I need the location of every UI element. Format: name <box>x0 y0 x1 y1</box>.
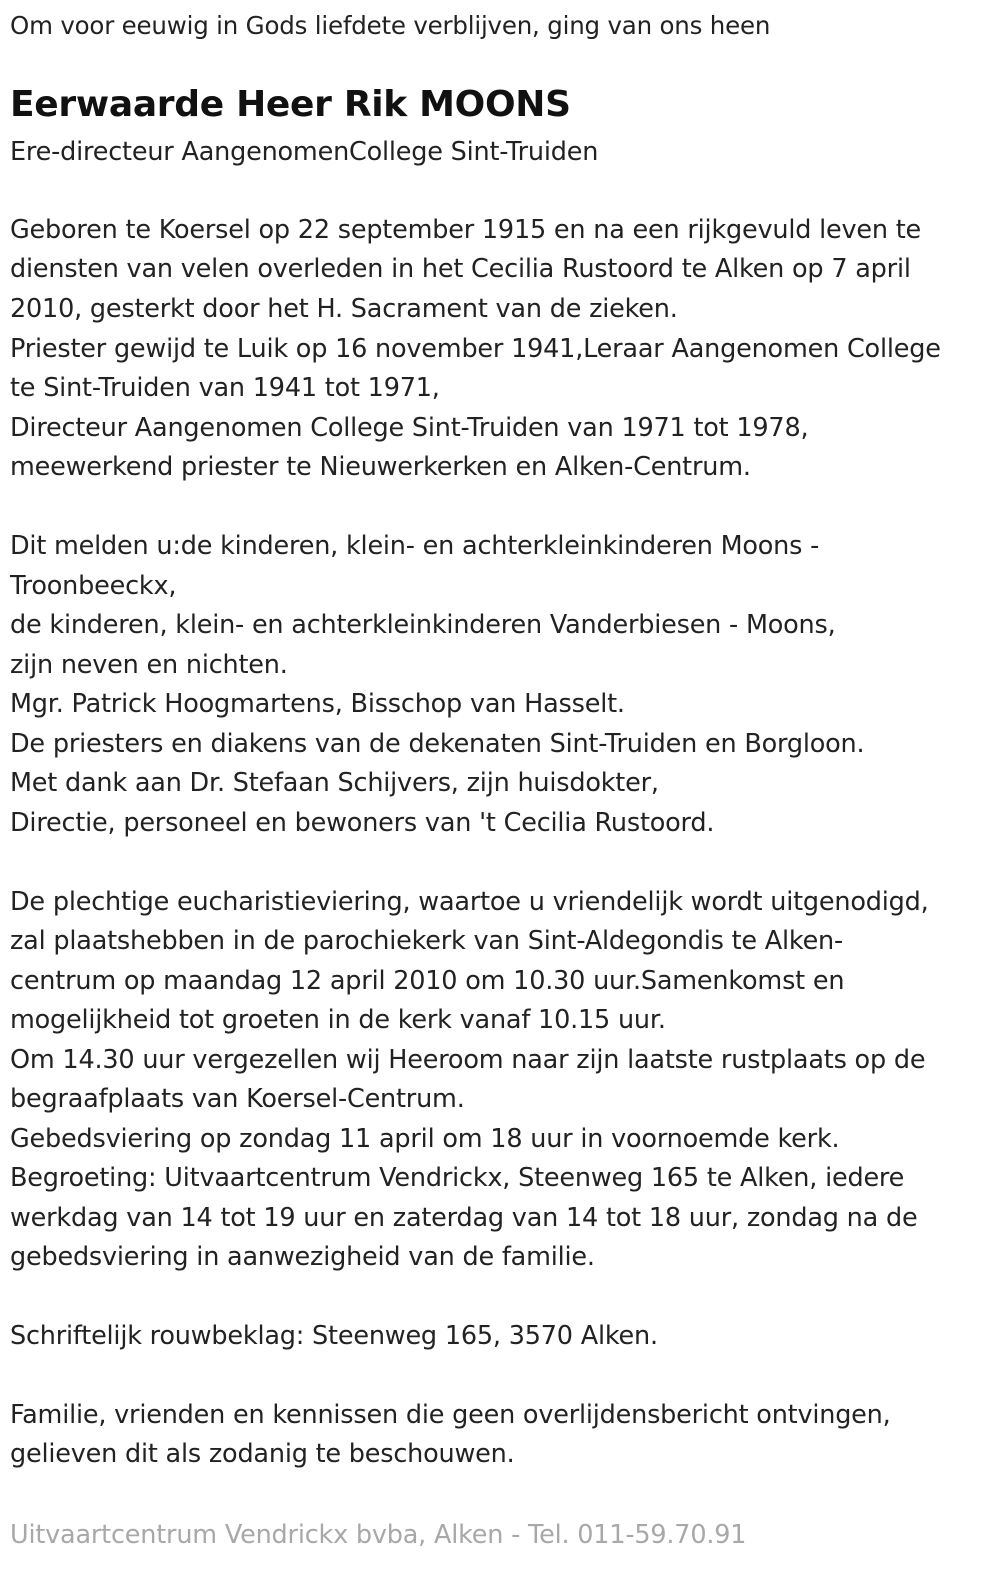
biography-line: 2010, gesterkt door het H. Sacrament van de zieken. <box>10 294 678 324</box>
funeral-home-footer: Uitvaartcentrum Vendrickx bvba, Alken - Tel. 011-59.70.91 <box>10 1520 747 1550</box>
ceremony-line: Gebedsviering op zondag 11 april om 18 uur in voornoemde kerk. <box>10 1124 840 1154</box>
intro-text: Om voor eeuwig in Gods liefdete verblijven, ging van ons heen <box>10 11 771 40</box>
closing-line: Familie, vrienden en kennissen die geen overlijdensbericht ontvingen, <box>10 1400 891 1430</box>
announcer-line: Mgr. Patrick Hoogmartens, Bisschop van Hasselt. <box>10 689 625 719</box>
biography-line: Directeur Aangenomen College Sint-Truiden van 1971 tot 1978, <box>10 413 809 443</box>
announcer-line: Dit melden u:de kinderen, klein- en achterkleinkinderen Moons - <box>10 531 820 561</box>
announcer-line: Directie, personeel en bewoners van 't Cecilia Rustoord. <box>10 808 715 838</box>
biography-line: meewerkend priester te Nieuwerkerken en Alken-Centrum. <box>10 452 751 482</box>
ceremony-line: Begroeting: Uitvaartcentrum Vendrickx, Steenweg 165 te Alken, iedere <box>10 1163 905 1193</box>
biography-line: te Sint-Truiden van 1941 tot 1971, <box>10 373 440 403</box>
biography-line: Priester gewijd te Luik op 16 november 1941,Leraar Aangenomen College <box>10 334 941 364</box>
deceased-name: Eerwaarde Heer Rik MOONS <box>10 84 571 125</box>
deceased-title: Ere-directeur AangenomenCollege Sint-Truiden <box>10 137 599 167</box>
announcer-line: Met dank aan Dr. Stefaan Schijvers, zijn huisdokter, <box>10 768 659 798</box>
closing-line: gelieven dit als zodanig te beschouwen. <box>10 1439 515 1469</box>
ceremony-line: mogelijkheid tot groeten in de kerk vanaf 10.15 uur. <box>10 1005 666 1035</box>
ceremony-line: centrum op maandag 12 april 2010 om 10.30 uur.Samenkomst en <box>10 966 845 996</box>
ceremony-line: begraafplaats van Koersel-Centrum. <box>10 1084 465 1114</box>
announcer-line: zijn neven en nichten. <box>10 650 288 680</box>
ceremony-line: Om 14.30 uur vergezellen wij Heeroom naar zijn laatste rustplaats op de <box>10 1045 926 1075</box>
announcer-line: De priesters en diakens van de dekenaten Sint-Truiden en Borgloon. <box>10 729 865 759</box>
ceremony-line: zal plaatshebben in de parochiekerk van Sint-Aldegondis te Alken- <box>10 926 844 956</box>
ceremony-line: gebedsviering in aanwezigheid van de familie. <box>10 1242 595 1272</box>
biography-line: diensten van velen overleden in het Cecilia Rustoord te Alken op 7 april <box>10 254 911 284</box>
ceremony-line: werkdag van 14 tot 19 uur en zaterdag van 14 tot 18 uur, zondag na de <box>10 1203 918 1233</box>
ceremony-line: De plechtige eucharistieviering, waartoe u vriendelijk wordt uitgenodigd, <box>10 887 929 917</box>
announcer-line: Troonbeeckx, <box>10 571 177 601</box>
biography-line: Geboren te Koersel op 22 september 1915 en na een rijkgevuld leven te <box>10 215 922 245</box>
announcer-line: de kinderen, klein- en achterkleinkinderen Vanderbiesen - Moons, <box>10 610 836 640</box>
condolences-address: Schriftelijk rouwbeklag: Steenweg 165, 3570 Alken. <box>10 1321 658 1351</box>
